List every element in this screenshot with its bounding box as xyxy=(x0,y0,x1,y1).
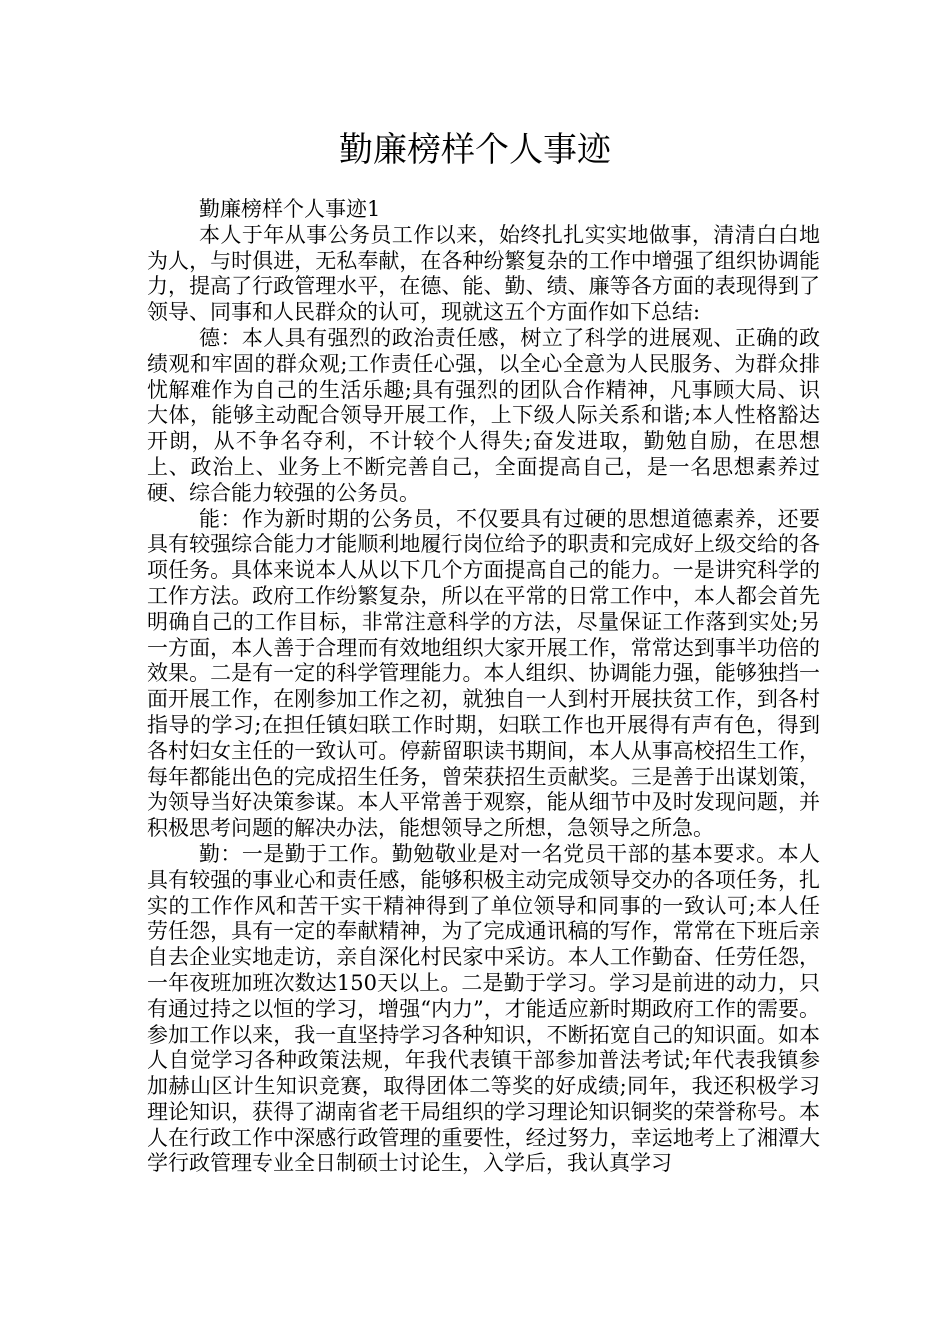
document-title: 勤廉榜样个人事迹 xyxy=(339,130,611,170)
intro-paragraph: 本人于年从事公务员工作以来，始终扎扎实实地做事，清清白白地为人，与时俱进，无私奉献，在各种纷繁复杂的工作中增强了组织协调能力，提高了行政管理水平，在德、能、勤、绩、廉等各方面的表现得到了领导、同事和人民群众的认可，现就这五个方面作如下总结: xyxy=(147,222,820,325)
diligence-paragraph: 勤：一是勤于工作。勤勉敬业是对一名党员干部的基本要求。本人具有较强的事业心和责任感，能够积极主动完成领导交办的各项任务，扎实的工作作风和苦干实干精神得到了单位领导和同事的一致认可;本人任劳任怨，具有一定的奉献精神，为了完成通讯稿的写作，常常在下班后亲自去企业实地走访，亲自深化村民家中采访。本人工作勤奋、任劳任怨，一年夜班加班次数达150天以上。二是勤于学习。学习是前进的动力，只有通过持之以恒的学习，增强“内力”，才能适应新时期政府工作的需要。参加工作以来，我一直坚持学习各种知识，不断拓宽自己的知识面。如本人自觉学习各种政策法规，年我代表镇干部参加普法考试;年代表我镇参加赫山区计生知识竞赛，取得团体二等奖的好成绩;同年，我还积极学习理论知识，获得了湖南省老干局组织的学习理论知识铜奖的荣誉称号。本人在行政工作中深感行政管理的重要性，经过努力，幸运地考上了湘潭大学行政管理专业全日制硕士讨论生，入学后，我认真学习 xyxy=(147,841,820,1176)
document-body xyxy=(147,197,820,1177)
virtue-paragraph: 德：本人具有强烈的政治责任感，树立了科学的进展观、正确的政绩观和牢固的群众观;工作责任心强，以全心全意为人民服务、为群众排忧解难作为自己的生活乐趣;具有强烈的团队合作精神，凡事顾大局、识大体，能够主动配合领导开展工作，上下级人际关系和谐;本人性格豁达开朗，从不争名夺利，不计较个人得失;奋发进取，勤勉自励，在思想上、政治上、业务上不断完善自己，全面提高自己，是一名思想素养过硬、综合能力较强的公务员。 xyxy=(147,325,820,505)
section-heading: 勤廉榜样个人事迹1 xyxy=(199,197,381,221)
ability-paragraph: 能：作为新时期的公务员，不仅要具有过硬的思想道德素养，还要具有较强综合能力才能顺利地履行岗位给予的职责和完成好上级交给的各项任务。具体来说本人从以下几个方面提高自己的能力。一是讲究科学的工作方法。政府工作纷繁复杂，所以在平常的日常工作中，本人都会首先明确自己的工作目标，非常注意科学的方法，尽量保证工作落到实处;另一方面，本人善于合理而有效地组织大家开展工作，常常达到事半功倍的效果。二是有一定的科学管理能力。本人组织、协调能力强，能够独挡一面开展工作，在刚参加工作之初，就独自一人到村开展扶贫工作，到各村指导的学习;在担任镇妇联工作时期，妇联工作也开展得有声有色，得到各村妇女主任的一致认可。停薪留职读书期间，本人从事高校招生工作，每年都能出色的完成招生任务，曾荣获招生贡献奖。三是善于出谋划策，为领导当好决策参谋。本人平常善于观察，能从细节中及时发现问题，并积极思考问题的解决办法，能想领导之所想，急领导之所急。 xyxy=(147,506,820,841)
